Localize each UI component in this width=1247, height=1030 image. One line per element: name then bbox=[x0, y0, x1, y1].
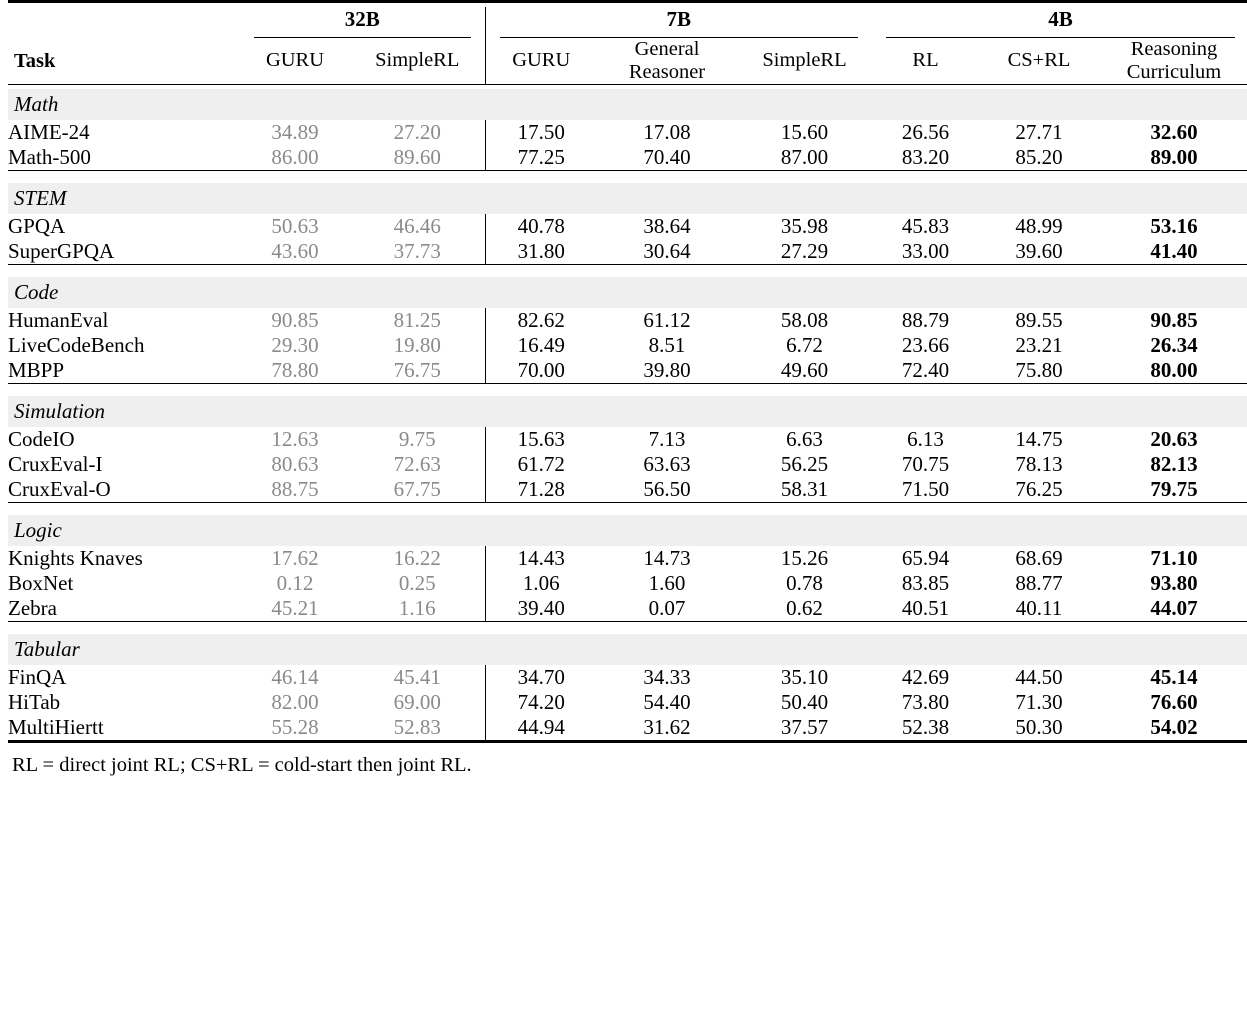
row-spacer bbox=[8, 625, 1247, 634]
cell-value: 40.78 bbox=[485, 214, 597, 239]
section-header-row bbox=[8, 183, 1247, 214]
cell-value: 0.62 bbox=[786, 595, 823, 620]
section-label-logic: Logic bbox=[8, 515, 1247, 546]
row-task-label: CruxEval-O bbox=[8, 476, 111, 501]
cell-value: 83.20 bbox=[901, 144, 950, 169]
column-header-general-reasoner-line2: Reasoner bbox=[628, 60, 706, 83]
cell-value: 14.75 bbox=[1015, 426, 1063, 451]
cell-value: 37.57 bbox=[780, 714, 829, 739]
section-header-row bbox=[8, 89, 1247, 120]
cell-value: 76.75 bbox=[393, 357, 441, 382]
group-header-32b-label: 32B bbox=[254, 7, 471, 38]
cell-value: 71.30 bbox=[1015, 689, 1063, 714]
cell-value: 40.11 bbox=[1015, 595, 1063, 620]
cell-value-best: 93.80 bbox=[1150, 570, 1198, 595]
cell-value: 37.73 bbox=[393, 238, 441, 263]
cell-value: 39.80 bbox=[643, 357, 691, 382]
section-label-simulation: Simulation bbox=[8, 396, 1247, 427]
row-task-label: GPQA bbox=[8, 213, 66, 238]
cell-value: 0.07 bbox=[648, 595, 686, 620]
cell-value: 49.60 bbox=[780, 357, 829, 382]
cell-value: 30.64 bbox=[643, 238, 691, 263]
cell-value-best: 89.00 bbox=[1150, 144, 1198, 169]
cell-value: 48.99 bbox=[1015, 213, 1063, 238]
group-header-7b bbox=[485, 7, 872, 38]
section-label-math: Math bbox=[8, 89, 1247, 120]
column-header-rl-4b: RL bbox=[912, 49, 939, 72]
cell-value: 70.00 bbox=[485, 358, 597, 384]
cell-value: 88.77 bbox=[1015, 570, 1063, 595]
cell-value: 90.85 bbox=[271, 307, 319, 332]
cell-value: 45.41 bbox=[393, 664, 441, 689]
cell-value: 65.94 bbox=[901, 545, 950, 570]
row-spacer bbox=[8, 174, 1247, 183]
cell-value: 15.63 bbox=[485, 427, 597, 452]
column-header-simplerl-7b: SimpleRL bbox=[762, 49, 847, 72]
column-header-simplerl-32b: SimpleRL bbox=[375, 49, 460, 72]
row-task-label: BoxNet bbox=[8, 570, 74, 595]
table-row bbox=[8, 358, 1247, 384]
row-task-label: HiTab bbox=[8, 689, 61, 714]
cell-value: 1.16 bbox=[398, 595, 436, 620]
cell-value: 74.20 bbox=[485, 690, 597, 715]
group-header-4b-label: 4B bbox=[886, 7, 1235, 38]
cell-value: 76.25 bbox=[1015, 476, 1063, 501]
table-row bbox=[8, 546, 1247, 571]
table-row bbox=[8, 214, 1247, 239]
section-header-row bbox=[8, 634, 1247, 665]
cell-value-best: 44.07 bbox=[1150, 595, 1198, 620]
cell-value: 15.60 bbox=[780, 119, 829, 144]
cell-value-best: 82.13 bbox=[1150, 451, 1198, 476]
cell-value: 29.30 bbox=[271, 332, 319, 357]
cell-value-best: 71.10 bbox=[1150, 545, 1198, 570]
cell-value: 8.51 bbox=[648, 332, 686, 357]
cell-value: 40.51 bbox=[901, 595, 950, 620]
cell-value-best: 32.60 bbox=[1150, 119, 1198, 144]
cell-value: 16.49 bbox=[485, 333, 597, 358]
row-task-label: Knights Knaves bbox=[8, 545, 143, 570]
column-header-row bbox=[8, 38, 1247, 84]
cell-value: 39.60 bbox=[1015, 238, 1063, 263]
cell-value: 56.25 bbox=[780, 451, 829, 476]
cell-value: 86.00 bbox=[271, 144, 319, 169]
cell-value: 6.13 bbox=[907, 426, 944, 451]
cell-value-best: 53.16 bbox=[1150, 213, 1198, 238]
row-spacer bbox=[8, 506, 1247, 515]
cell-value: 81.25 bbox=[393, 307, 441, 332]
cell-value: 70.40 bbox=[643, 144, 691, 169]
cell-value: 78.13 bbox=[1015, 451, 1063, 476]
cell-value: 61.12 bbox=[643, 307, 691, 332]
cell-value: 16.22 bbox=[393, 545, 441, 570]
cell-value-best: 41.40 bbox=[1150, 238, 1198, 263]
cell-value: 34.33 bbox=[643, 664, 691, 689]
cell-value: 82.62 bbox=[485, 308, 597, 333]
table-row bbox=[8, 333, 1247, 358]
row-task-label: Zebra bbox=[8, 595, 57, 620]
row-spacer bbox=[8, 268, 1247, 277]
cell-value: 54.40 bbox=[643, 689, 691, 714]
cell-value: 67.75 bbox=[393, 476, 441, 501]
row-task-label: CodeIO bbox=[8, 426, 75, 451]
cell-value: 69.00 bbox=[393, 689, 441, 714]
column-header-task: Task bbox=[14, 49, 56, 72]
cell-value: 7.13 bbox=[648, 426, 686, 451]
section-label-stem: STEM bbox=[8, 183, 1247, 214]
cell-value-best: 80.00 bbox=[1150, 357, 1198, 382]
bottom-rule bbox=[8, 741, 1247, 747]
cell-value: 52.83 bbox=[393, 714, 441, 739]
column-header-reasoning-curriculum-line1: Reasoning bbox=[1130, 38, 1218, 60]
cell-value: 88.79 bbox=[901, 307, 950, 332]
table-footnote: RL = direct joint RL; CS+RL = cold-start then joint RL. bbox=[12, 753, 472, 776]
cell-value: 0.78 bbox=[786, 570, 823, 595]
cell-value: 46.46 bbox=[393, 213, 441, 238]
cell-value-best: 79.75 bbox=[1150, 476, 1198, 501]
column-header-reasoning-curriculum-line2: Curriculum bbox=[1126, 60, 1222, 83]
cell-value: 9.75 bbox=[398, 426, 436, 451]
row-task-label: AIME-24 bbox=[8, 119, 90, 144]
cell-value: 0.25 bbox=[398, 570, 436, 595]
cell-value: 38.64 bbox=[643, 213, 691, 238]
cell-value-best: 90.85 bbox=[1150, 307, 1198, 332]
group-header-32b bbox=[240, 7, 485, 38]
column-header-general-reasoner-line1: General bbox=[634, 38, 700, 60]
section-header-row bbox=[8, 396, 1247, 427]
cell-value: 12.63 bbox=[271, 426, 319, 451]
cell-value: 73.80 bbox=[901, 689, 950, 714]
cell-value: 26.56 bbox=[901, 119, 950, 144]
cell-value: 72.63 bbox=[393, 451, 441, 476]
section-header-row bbox=[8, 277, 1247, 308]
cell-value: 50.63 bbox=[271, 213, 319, 238]
cell-value: 31.62 bbox=[643, 714, 691, 739]
table-row bbox=[8, 477, 1247, 503]
cell-value: 1.60 bbox=[648, 570, 686, 595]
table-row bbox=[8, 665, 1247, 690]
cell-value-best: 20.63 bbox=[1150, 426, 1198, 451]
cell-value: 34.70 bbox=[485, 665, 597, 690]
cell-value: 34.89 bbox=[271, 119, 319, 144]
cell-value: 27.71 bbox=[1015, 119, 1063, 144]
cell-value: 58.31 bbox=[780, 476, 829, 501]
cell-value: 1.06 bbox=[485, 571, 597, 596]
column-header-guru-32b: GURU bbox=[265, 49, 325, 72]
table-row bbox=[8, 571, 1247, 596]
cell-value: 85.20 bbox=[1015, 144, 1063, 169]
cell-value: 80.63 bbox=[271, 451, 319, 476]
cell-value: 23.66 bbox=[901, 332, 950, 357]
cell-value: 75.80 bbox=[1015, 357, 1063, 382]
cell-value: 61.72 bbox=[485, 452, 597, 477]
group-header-7b-label: 7B bbox=[500, 7, 859, 38]
cell-value: 0.12 bbox=[276, 570, 314, 595]
cell-value: 46.14 bbox=[271, 664, 319, 689]
cell-value: 14.43 bbox=[485, 546, 597, 571]
row-task-label: MultiHiertt bbox=[8, 714, 104, 739]
cell-value: 89.60 bbox=[393, 144, 441, 169]
cell-value: 52.38 bbox=[901, 714, 950, 739]
group-header-4b bbox=[872, 7, 1247, 38]
cell-value: 77.25 bbox=[485, 145, 597, 171]
cell-value: 55.28 bbox=[271, 714, 319, 739]
cell-value: 23.21 bbox=[1015, 332, 1063, 357]
cell-value: 68.69 bbox=[1015, 545, 1063, 570]
cell-value: 31.80 bbox=[485, 239, 597, 265]
cell-value: 70.75 bbox=[901, 451, 950, 476]
cell-value: 63.63 bbox=[643, 451, 691, 476]
cell-value: 35.10 bbox=[780, 664, 829, 689]
row-task-label: LiveCodeBench bbox=[8, 332, 145, 357]
cell-value: 42.69 bbox=[901, 664, 950, 689]
row-task-label: MBPP bbox=[8, 357, 65, 382]
table-row bbox=[8, 239, 1247, 265]
row-task-label: HumanEval bbox=[8, 307, 109, 332]
column-header-guru-7b: GURU bbox=[485, 38, 597, 84]
table-row bbox=[8, 308, 1247, 333]
cell-value: 83.85 bbox=[901, 570, 950, 595]
table-row bbox=[8, 427, 1247, 452]
section-label-code: Code bbox=[8, 277, 1247, 308]
table-row bbox=[8, 120, 1247, 145]
cell-value: 72.40 bbox=[901, 357, 950, 382]
cell-value: 44.94 bbox=[485, 715, 597, 742]
cell-value: 88.75 bbox=[271, 476, 319, 501]
column-header-reasoning-curriculum-4b bbox=[1099, 38, 1247, 84]
table-row bbox=[8, 596, 1247, 622]
cell-value: 82.00 bbox=[271, 689, 319, 714]
cell-value: 6.63 bbox=[786, 426, 823, 451]
cell-value: 45.83 bbox=[901, 213, 950, 238]
cell-value: 50.40 bbox=[780, 689, 829, 714]
cell-value: 50.30 bbox=[1015, 714, 1063, 739]
row-task-label: FinQA bbox=[8, 664, 67, 689]
cell-value: 17.62 bbox=[271, 545, 319, 570]
cell-value: 89.55 bbox=[1015, 307, 1063, 332]
cell-value: 14.73 bbox=[643, 545, 691, 570]
column-header-general-reasoner-7b bbox=[597, 38, 737, 84]
cell-value: 27.20 bbox=[393, 119, 441, 144]
cell-value: 78.80 bbox=[271, 357, 319, 382]
cell-value: 33.00 bbox=[901, 238, 950, 263]
cell-value-best: 45.14 bbox=[1150, 664, 1198, 689]
cell-value: 87.00 bbox=[780, 144, 829, 169]
cell-value: 58.08 bbox=[780, 307, 829, 332]
cell-value: 15.26 bbox=[780, 545, 829, 570]
cell-value: 17.50 bbox=[485, 120, 597, 145]
results-table bbox=[8, 0, 1247, 747]
column-header-csrl-4b: CS+RL bbox=[1007, 49, 1071, 72]
cell-value: 56.50 bbox=[643, 476, 691, 501]
table-row bbox=[8, 145, 1247, 171]
group-header-row bbox=[8, 7, 1247, 38]
table-row bbox=[8, 715, 1247, 742]
cell-value: 45.21 bbox=[271, 595, 319, 620]
row-spacer bbox=[8, 387, 1247, 396]
row-task-label: CruxEval-I bbox=[8, 451, 103, 476]
cell-value-best: 54.02 bbox=[1150, 714, 1198, 739]
cell-value: 27.29 bbox=[780, 238, 829, 263]
section-header-row bbox=[8, 515, 1247, 546]
cell-value: 71.50 bbox=[901, 476, 950, 501]
row-task-label: SuperGPQA bbox=[8, 238, 115, 263]
cell-value: 43.60 bbox=[271, 238, 319, 263]
cell-value: 6.72 bbox=[786, 332, 823, 357]
cell-value: 17.08 bbox=[643, 119, 691, 144]
cell-value-best: 76.60 bbox=[1150, 689, 1198, 714]
row-task-label: Math-500 bbox=[8, 144, 91, 169]
group-header-blank bbox=[8, 7, 240, 38]
table-row bbox=[8, 690, 1247, 715]
cell-value: 44.50 bbox=[1015, 664, 1063, 689]
cell-value: 71.28 bbox=[485, 477, 597, 503]
section-label-tabular: Tabular bbox=[8, 634, 1247, 665]
cell-value: 19.80 bbox=[393, 332, 441, 357]
table-row bbox=[8, 452, 1247, 477]
cell-value: 39.40 bbox=[485, 596, 597, 622]
cell-value-best: 26.34 bbox=[1150, 332, 1198, 357]
cell-value: 35.98 bbox=[780, 213, 829, 238]
